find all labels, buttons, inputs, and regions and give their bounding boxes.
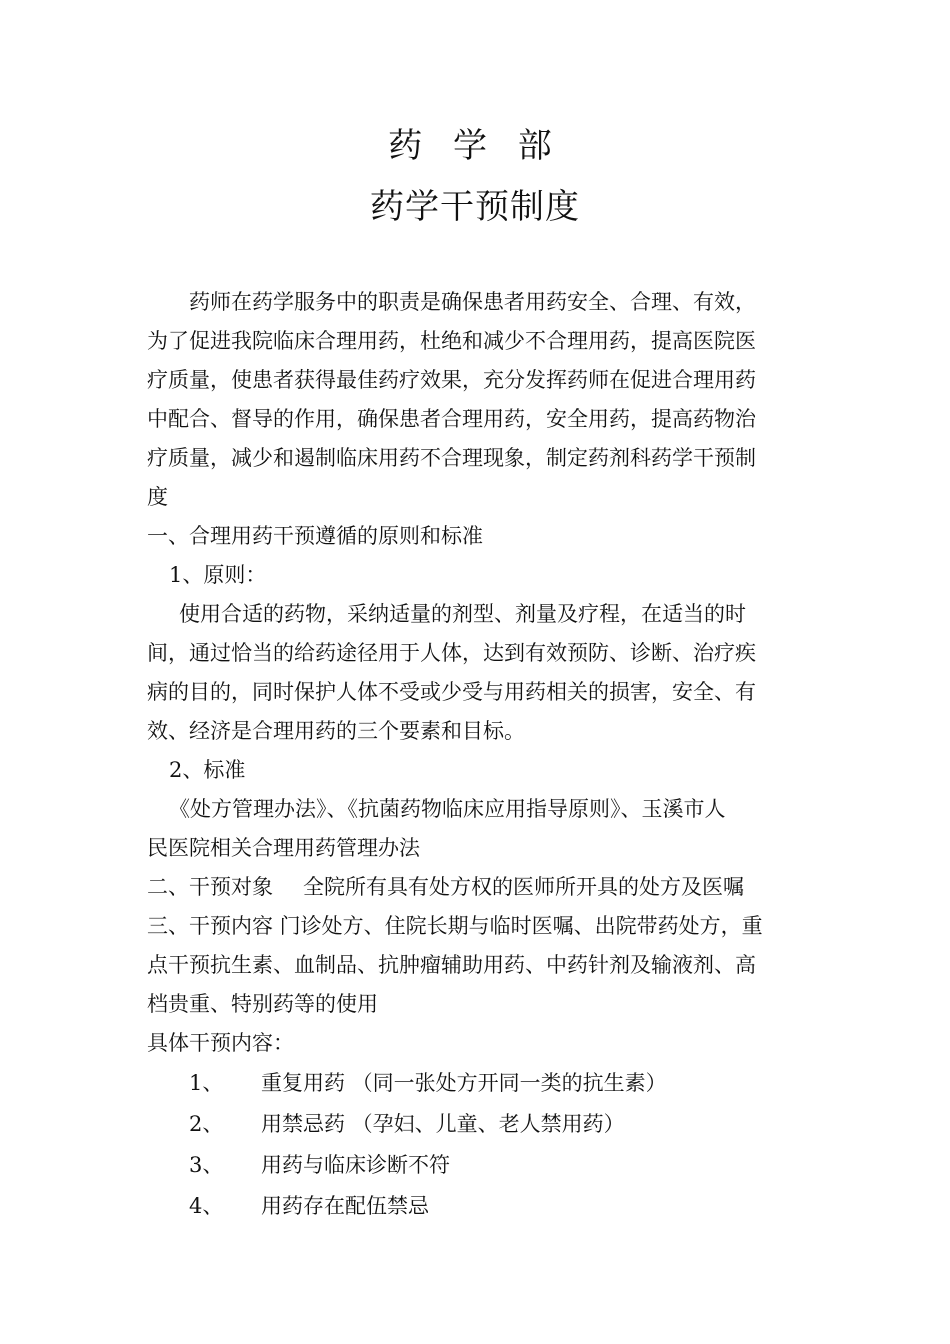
department-title: 药 学 部 bbox=[388, 126, 562, 166]
section3-line: 点干预抗生素、血制品、抗肿瘤辅助用药、中药针剂及输液剂、高 bbox=[147, 953, 756, 977]
principle-line: 病的目的，同时保护人体不受或少受与用药相关的损害，安全、有 bbox=[147, 680, 756, 704]
intro-line: 为了促进我院临床合理用药，杜绝和减少不合理用药，提高医院医 bbox=[147, 329, 756, 353]
standard-label: 2、标准 bbox=[169, 758, 246, 782]
list-number: 3、 bbox=[189, 1153, 224, 1177]
list-number: 4、 bbox=[189, 1194, 224, 1218]
section2-heading: 二、干预对象 bbox=[147, 875, 273, 899]
section2-content: 全院所有具有处方权的医师所开具的处方及医嘱 bbox=[303, 875, 744, 899]
list-text: 用禁忌药 （孕妇、儿童、老人禁用药） bbox=[261, 1112, 625, 1136]
details-list-item bbox=[147, 1104, 807, 1145]
principle-label: 1、原则： bbox=[169, 563, 267, 587]
section1-heading: 一、合理用药干预遵循的原则和标准 bbox=[147, 524, 483, 548]
details-list-item bbox=[147, 1186, 807, 1227]
intro-line: 度 bbox=[147, 485, 168, 509]
details-list-item bbox=[147, 1145, 807, 1186]
principle-line: 使用合适的药物，采纳适量的剂型、剂量及疗程，在适当的时 bbox=[179, 602, 746, 626]
standard-line: 《处方管理办法》、《抗菌药物临床应用指导原则》、玉溪市人 bbox=[169, 797, 726, 821]
principle-line: 间，通过恰当的给药途径用于人体，达到有效预防、诊断、治疗疾 bbox=[147, 641, 756, 665]
list-text: 用药存在配伍禁忌 bbox=[261, 1194, 429, 1218]
principle-line: 效、经济是合理用药的三个要素和目标。 bbox=[147, 719, 525, 743]
standard-line: 民医院相关合理用药管理办法 bbox=[147, 836, 420, 860]
details-list-item bbox=[147, 1063, 807, 1104]
list-number: 2、 bbox=[189, 1112, 224, 1136]
intro-line: 疗质量，使患者获得最佳药疗效果，充分发挥药师在促进合理用药 bbox=[147, 368, 756, 392]
list-text: 用药与临床诊断不符 bbox=[261, 1153, 450, 1177]
section3-line: 档贵重、特别药等的使用 bbox=[147, 992, 378, 1016]
intro-line: 药师在药学服务中的职责是确保患者用药安全、合理、有效， bbox=[189, 290, 756, 314]
list-number: 1、 bbox=[189, 1071, 224, 1095]
document-title: 药学干预制度 bbox=[370, 187, 580, 227]
details-heading: 具体干预内容： bbox=[147, 1031, 294, 1055]
intro-line: 疗质量，减少和遏制临床用药不合理现象，制定药剂科药学干预制 bbox=[147, 446, 756, 470]
list-text: 重复用药 （同一张处方开同一类的抗生素） bbox=[261, 1071, 667, 1095]
section3-line: 三、干预内容 门诊处方、住院长期与临时医嘱、出院带药处方，重 bbox=[147, 914, 763, 938]
section2-line bbox=[147, 868, 807, 907]
document-body bbox=[147, 283, 807, 1227]
intro-line: 中配合、督导的作用，确保患者合理用药，安全用药，提高药物治 bbox=[147, 407, 756, 431]
